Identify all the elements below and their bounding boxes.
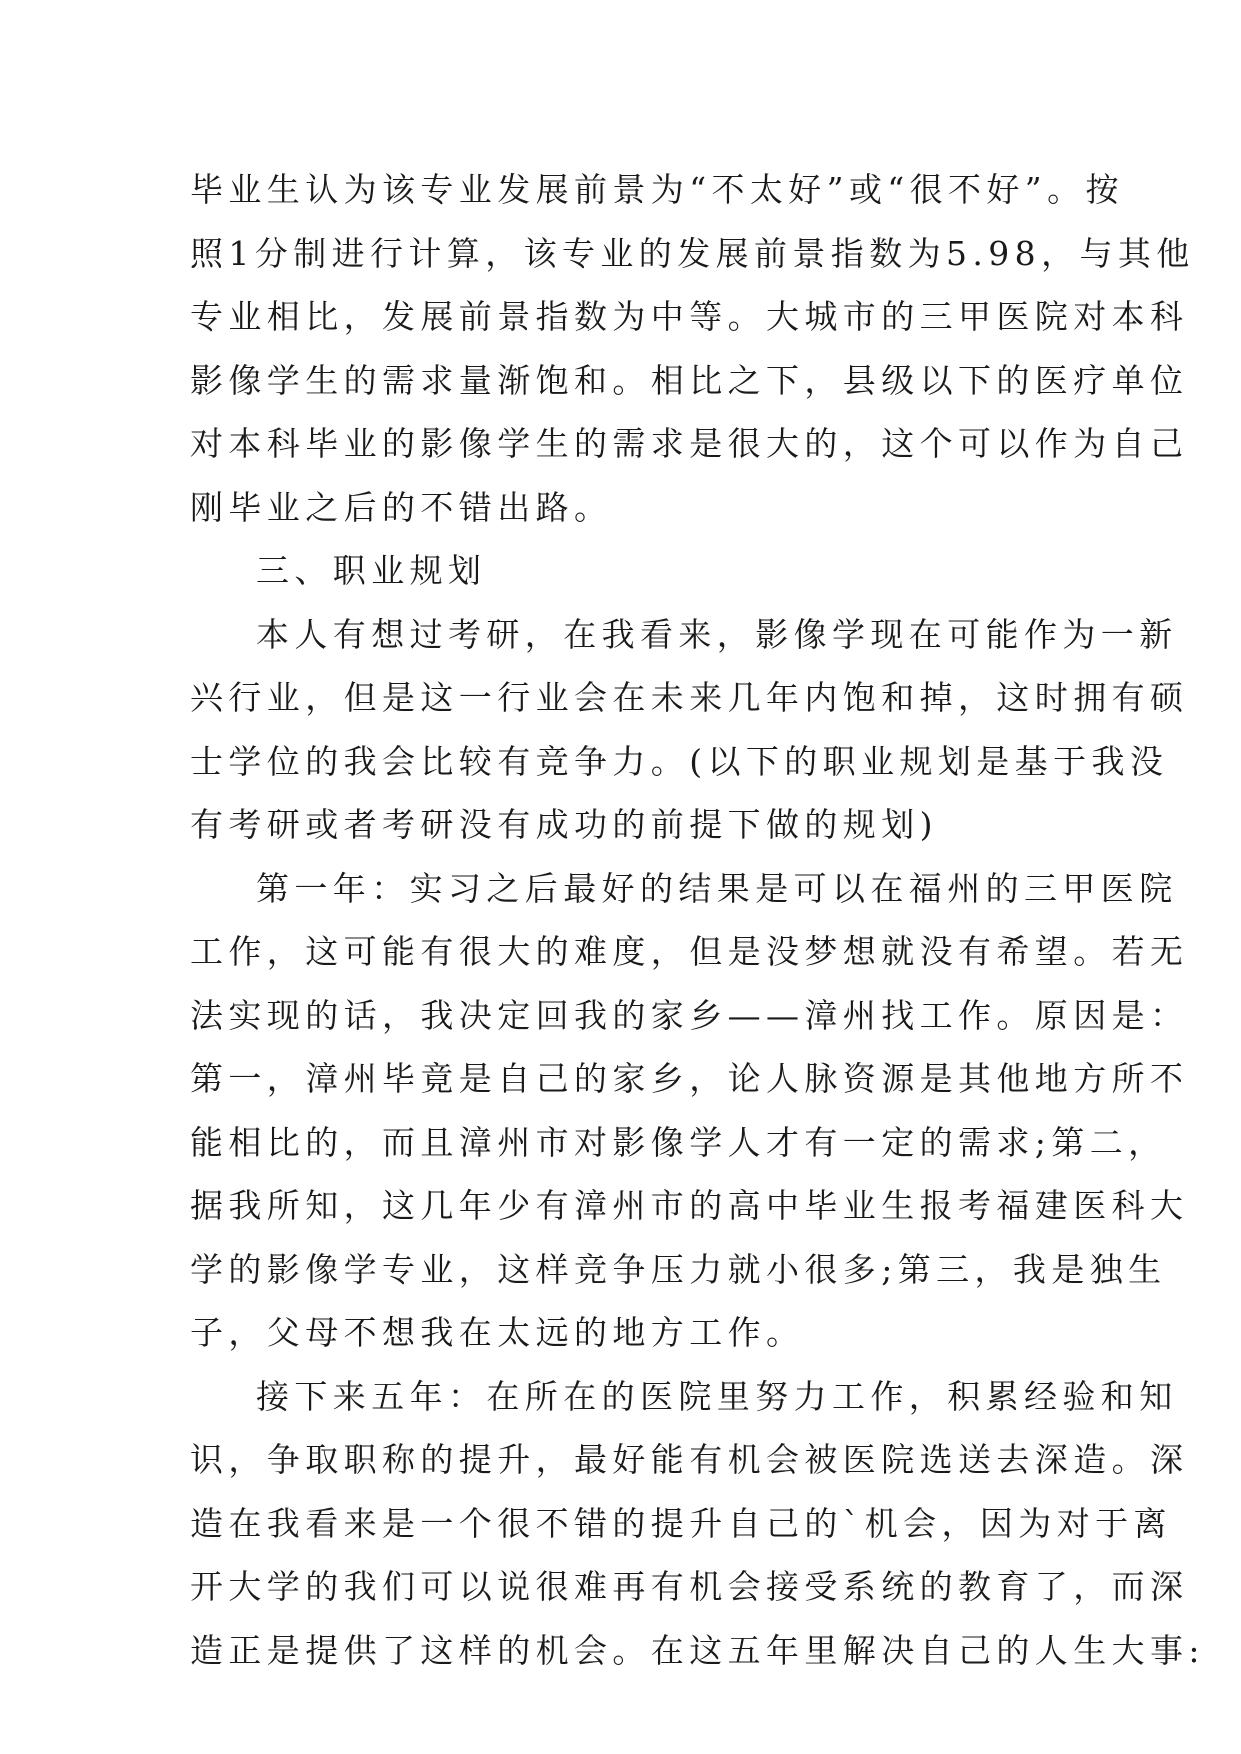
body-text	[190, 158, 1205, 1682]
text-line: 识，争取职称的提升，最好能有机会被医院选送去深造。深	[190, 1440, 1189, 1479]
text-line: 对本科毕业的影像学生的需求是很大的，这个可以作为自己	[190, 424, 1189, 463]
text-line: 法实现的话，我决定回我的家乡——漳州找工作。原因是：	[190, 995, 1189, 1035]
text-line: 有考研或者考研没有成功的前提下做的规划)	[190, 805, 938, 844]
text-line: 造正是提供了这样的机会。在这五年里解决自己的人生大事:	[190, 1630, 1205, 1670]
text-line: 据我所知，这几年少有漳州市的高中毕业生报考福建医科大	[190, 1186, 1189, 1225]
text-line: 第一，漳州毕竟是自己的家乡，论人脉资源是其他地方所不	[190, 1059, 1189, 1098]
text-line: 照1分制进行计算，该专业的发展前景指数为5.98，与其他	[190, 233, 1195, 273]
text-line: 学的影像学专业，这样竞争压力就小很多;第三，我是独生	[190, 1249, 1167, 1289]
text-line: 本人有想过考研，在我看来，影像学现在可能作为一新	[256, 614, 1178, 654]
text-line: 士学位的我会比较有竞争力。(以下的职业规划是基于我没	[190, 741, 1169, 781]
text-line: 专业相比，发展前景指数为中等。大城市的三甲医院对本科	[190, 297, 1189, 336]
text-line: 刚毕业之后的不错出路。	[190, 487, 613, 527]
text-line: 开大学的我们可以说很难再有机会接受系统的教育了，而深	[190, 1567, 1189, 1606]
section-heading: 三、职业规划	[256, 551, 487, 590]
text-line: 子，父母不想我在太远的地方工作。	[190, 1313, 805, 1352]
text-line: 毕业生认为该专业发展前景为“不太好”或“很不好”。按	[190, 170, 1124, 209]
text-line: 造在我看来是一个很不错的提升自己的`机会，因为对于离	[190, 1503, 1172, 1543]
text-line: 接下来五年：在所在的医院里努力工作，积累经验和知	[256, 1376, 1178, 1416]
text-line: 影像学生的需求量渐饱和。相比之下，县级以下的医疗单位	[190, 360, 1189, 400]
text-line: 兴行业，但是这一行业会在未来几年内饱和掉，这时拥有硕	[190, 678, 1189, 717]
text-line: 能相比的，而且漳州市对影像学人才有一定的需求;第二，	[190, 1122, 1167, 1162]
text-line: 工作，这可能有很大的难度，但是没梦想就没有希望。若无	[190, 932, 1189, 971]
text-line: 第一年：实习之后最好的结果是可以在福州的三甲医院	[256, 868, 1178, 908]
